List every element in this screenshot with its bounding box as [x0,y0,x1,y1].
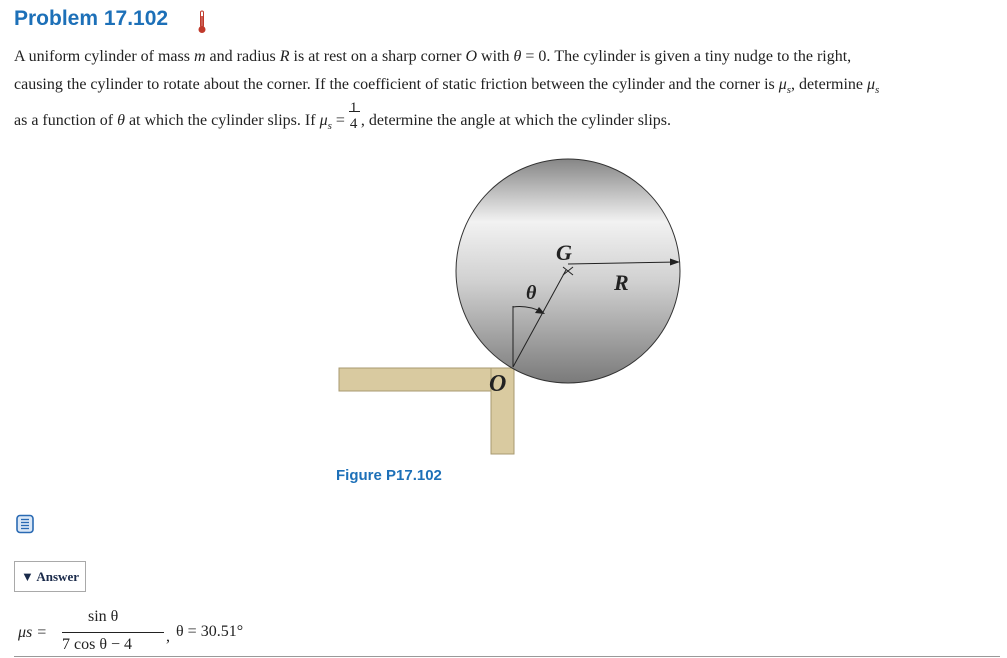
answer-formula [14,606,994,654]
text: , determine [791,76,868,93]
text: as a function of [14,112,118,129]
answer-denominator: 7 cos θ − 4 [62,636,133,653]
var-mu: μ [319,112,328,129]
fraction-numerator: 1 [349,100,358,117]
var-O: O [465,48,478,65]
figure-caption: Figure P17.102 [336,467,442,484]
subscript-s: s [875,84,880,96]
label-G: G [556,240,572,265]
var-theta: θ [513,48,522,65]
var-theta: θ [117,112,125,129]
text: = [331,112,349,129]
var-mu: μ [867,76,876,93]
label-theta: θ [526,282,537,304]
text: causing the cylinder to rotate about the corner. If the coefficient of static friction between the cylinder and the corner is [14,76,779,93]
answer-numerator: sin θ [88,608,119,625]
fraction-denominator: 4 [349,116,358,133]
label-R: R [614,270,629,295]
answer-fraction-bar [62,632,164,633]
subscript-s: s [786,84,792,96]
text: and radius [205,48,280,65]
text: = 0. The cylinder is given a tiny nudge to the right, [521,48,852,65]
text: with [477,48,514,65]
var-mu: μ [778,76,787,93]
answer-mu-label: μs = [18,624,48,641]
horizontal-support [339,368,514,391]
var-R: R [279,48,290,65]
label-O: O [489,371,507,397]
var-m: m [193,48,206,65]
subscript-s: s [327,120,332,132]
book-icon[interactable] [15,514,35,534]
text: A uniform cylinder of mass [14,48,194,65]
text: at which the cylinder slips. If [124,112,320,129]
text: , determine the angle at which the cylinder slips. [360,112,672,129]
answer-comma: , [166,628,170,645]
answer-toggle-button[interactable]: ▼ Answer [14,561,86,592]
answer-theta-result: θ = 30.51° [176,623,244,640]
divider [14,656,1000,657]
text: is at rest on a sharp corner [289,48,466,65]
page-title: Problem 17.102 [14,7,169,30]
